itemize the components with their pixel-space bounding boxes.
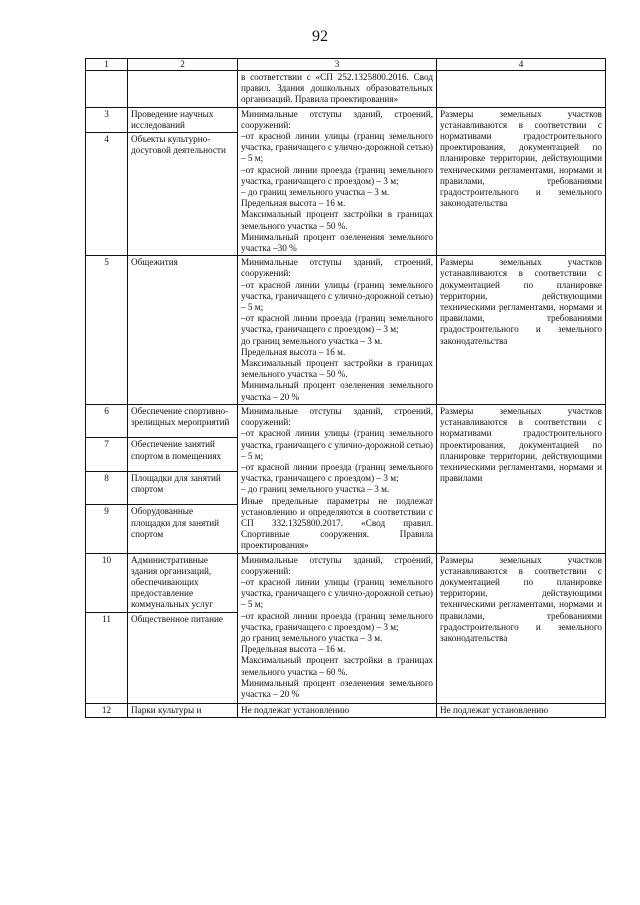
land-size-cell: Размеры земельных участков устанавливаются в соответствии с нормативами градостроительного проектирования, документацией по планировке территории, действующими техническими регламентами, нормами и правилами, требованиями градостроительного и земельного законодательства xyxy=(437,107,606,256)
parameter-line: Минимальные отступы зданий, строений, сооружений: xyxy=(241,554,433,576)
use-name: Общежития xyxy=(128,256,238,405)
parameter-line: до границ земельного участка – 3 м. xyxy=(241,335,383,346)
row-number: 3 xyxy=(86,107,128,133)
land-size-cell xyxy=(437,71,606,108)
parameter-line: –от красной линии улицы (границ земельного участка, граничащего с улично-дорожной сетью) – 5 м; xyxy=(241,428,433,461)
row-number: 7 xyxy=(86,438,128,471)
land-size-cell: Размеры земельных участков устанавливаются в соответствии с документацией по планировке территории, действующими техническими регламентами, нормами и правилами, требованиями градостроительного и земельного законодательства xyxy=(437,256,606,405)
parameters-cell xyxy=(238,553,437,703)
parameter-line: Максимальный процент застройки в границах земельного участка – 60 %. xyxy=(241,655,433,677)
row-number: 6 xyxy=(86,404,128,437)
use-name xyxy=(128,71,238,108)
row-number: 12 xyxy=(86,703,128,717)
table-row xyxy=(86,404,606,437)
use-name: Административные здания организаций, обеспечивающих предоставление коммунальных услуг xyxy=(128,553,238,612)
parameter-line: –от красной линии улицы (границ земельного участка, граничащего с улично-дорожной сетью) – 5 м; xyxy=(241,131,433,164)
row-number: 11 xyxy=(86,612,128,703)
parameter-line: –от красной линии проезда (границ земельного участка, граничащего с проездом) – 3 м; xyxy=(241,610,433,632)
parameter-line: Минимальные отступы зданий, строений, сооружений: xyxy=(241,405,433,428)
parameter-line: – до границ земельного участка – 3 м. xyxy=(241,484,390,495)
parameter-line: Минимальный процент озеленения земельного участка –30 % xyxy=(241,231,433,254)
header-cell: 1 xyxy=(86,59,128,71)
parameter-line: –от красной линии улицы (границ земельного участка, граничащего с улично-дорожной сетью) – 5 м; xyxy=(241,279,433,313)
parameter-line: Минимальные отступы зданий, строений, сооружений: xyxy=(241,108,433,130)
table-row xyxy=(86,107,606,133)
parameter-line: до границ земельного участка – 3 м. xyxy=(241,632,383,643)
table-header-row xyxy=(86,59,606,71)
parameter-line: –от красной линии улицы (границ земельного участка, граничащего с улично-дорожной сетью) – 5 м; xyxy=(241,576,433,610)
row-number xyxy=(86,71,128,108)
header-cell: 2 xyxy=(128,59,238,71)
use-name: Оборудованные площадки для занятий спортом xyxy=(128,505,238,553)
use-name: Обеспечение занятий спортом в помещениях xyxy=(128,438,238,471)
parameter-line: Иные предельные параметры не подлежат установлению и определяются в соответствии с СП 332.1325800.2017. «Свод правил. Спортивные сооружения. Правила проектирования» xyxy=(241,495,433,551)
parameter-line: в соответствии с «СП 252.1325800.2016. Свод правил. Здания дошкольных образовательных организаций. Правила проектирования» xyxy=(241,72,433,105)
page-number: 92 xyxy=(312,28,328,45)
parameter-line: Минимальный процент озеленения земельного участка – 20 % xyxy=(241,380,433,402)
table-row xyxy=(86,703,606,717)
land-size-cell: Не подлежат установлению xyxy=(437,703,606,717)
land-size-cell: Размеры земельных участков устанавливаются в соответствии с нормативами градостроительного проектирования, документацией по планировке территории, действующими техническими регламентами, нормами и правилами xyxy=(437,404,606,553)
use-name: Объекты культурно-досуговой деятельности xyxy=(128,133,238,256)
parameter-line: –от красной линии проезда (границ земельного участка, граничащего с проездом) – 3 м; xyxy=(241,313,433,335)
parameter-line: Минимальные отступы зданий, строений, сооружений: xyxy=(241,257,433,279)
row-number: 5 xyxy=(86,256,128,405)
use-name: Проведение научных исследований xyxy=(128,107,238,133)
parameter-line: – до границ земельного участка – 3 м. xyxy=(241,187,390,198)
table-row xyxy=(86,256,606,405)
parameter-line: Предельная высота – 16 м. xyxy=(241,644,346,655)
row-number: 4 xyxy=(86,133,128,256)
parameter-line: Максимальный процент застройки в границах земельного участка – 50 %. xyxy=(241,358,433,380)
row-number: 8 xyxy=(86,471,128,504)
parameters-cell xyxy=(238,256,437,405)
parameter-line: Минимальный процент озеленения земельного участка – 20 % xyxy=(241,677,433,699)
row-number: 10 xyxy=(86,553,128,612)
table-row xyxy=(86,71,606,108)
table-row xyxy=(86,553,606,612)
parameter-line: Предельная высота – 16 м. xyxy=(241,198,346,209)
row-number: 9 xyxy=(86,505,128,553)
use-name: Обеспечение спортивно-зрелищных мероприятий xyxy=(128,404,238,437)
header-cell: 4 xyxy=(437,59,606,71)
parameters-cell xyxy=(238,404,437,553)
parameters-cell xyxy=(238,703,437,717)
use-name: Общественное питание xyxy=(128,612,238,703)
parameter-line: –от красной линии проезда (границ земельного участка, граничащего с проездом) – 3 м; xyxy=(241,164,433,186)
use-name: Парки культуры и xyxy=(128,703,238,717)
land-use-table xyxy=(85,58,606,718)
parameter-line: Не подлежат установлению xyxy=(241,704,350,715)
header-cell: 3 xyxy=(238,59,437,71)
use-name: Площадки для занятий спортом xyxy=(128,471,238,504)
land-size-cell: Размеры земельных участков устанавливаются в соответствии с документацией по планировке территории, действующими техническими регламентами, нормами и правилами, требованиями градостроительного и земельного законодательства xyxy=(437,553,606,703)
parameter-line: Предельная высота – 16 м. xyxy=(241,346,346,357)
parameters-cell xyxy=(238,71,437,108)
parameters-cell xyxy=(238,107,437,256)
parameter-line: –от красной линии проезда (границ земельного участка, граничащего с проездом) – 3 м; xyxy=(241,461,433,484)
parameter-line: Максимальный процент застройки в границах земельного участка – 50 %. xyxy=(241,209,433,231)
